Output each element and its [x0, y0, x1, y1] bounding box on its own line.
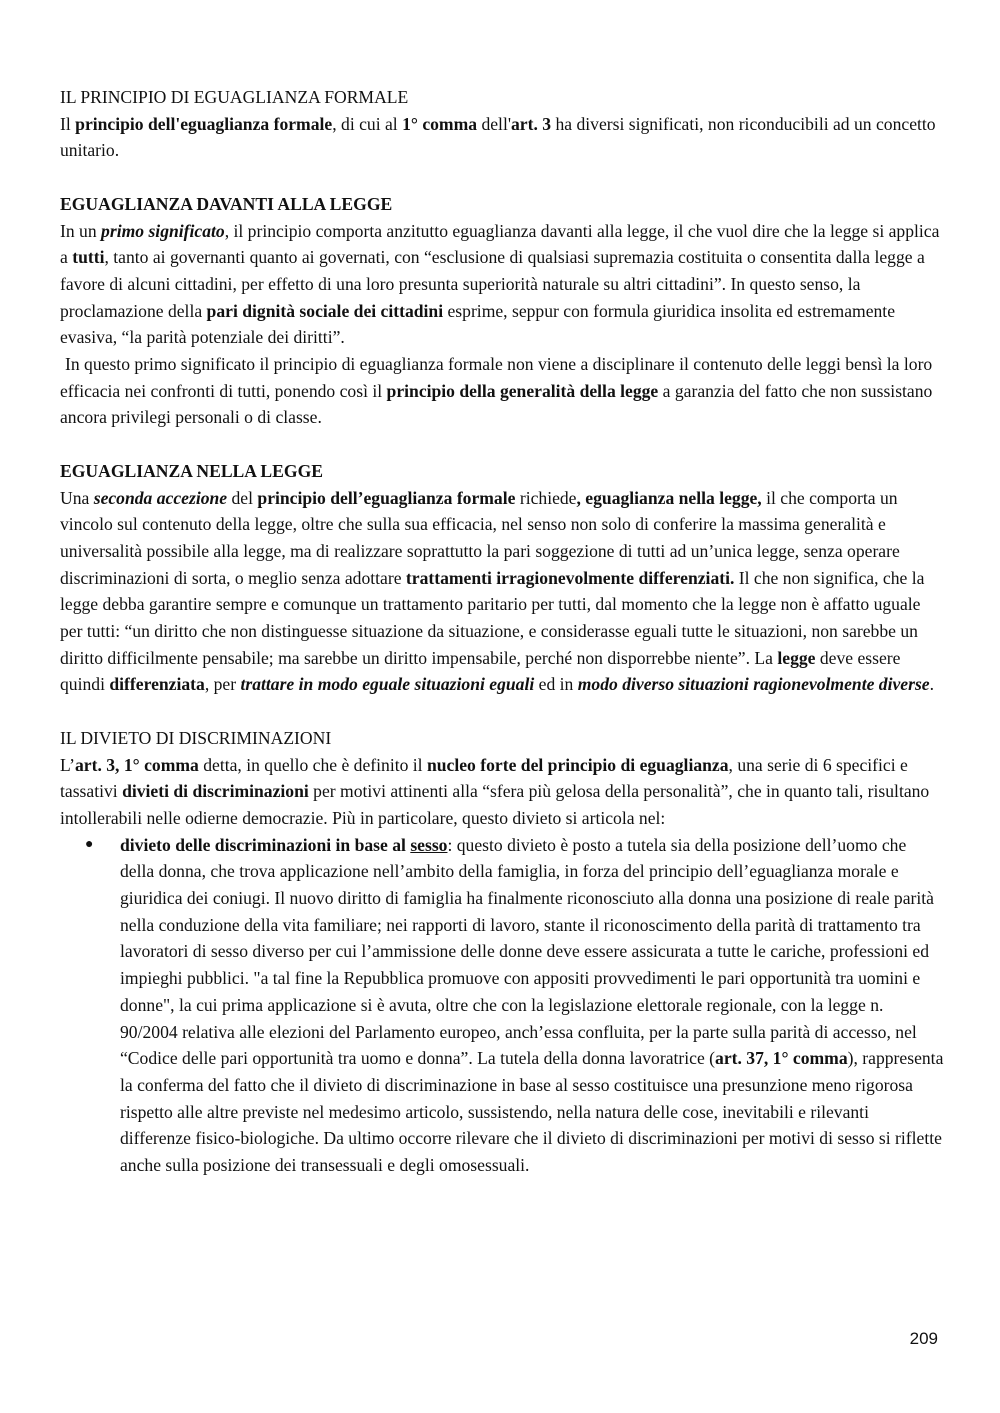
heading-eguaglianza-davanti-legge: EGUAGLIANZA DAVANTI ALLA LEGGE — [60, 193, 393, 214]
paragraph-primo-significato: In un primo significato, il principio comporta anzitutto eguaglianza davanti alla legge, il che vuol dire che la legge si applica a tutti, tanto ai governanti quanto ai governati, con “esclusione di qualsiasi supremazia costituita o consentita dalla legge a favore di alcuni cittadini, per effetto di una loro presunta superiorità naturale su altri cittadini”. In questo senso, la proclamazione della pari dignità sociale dei cittadini esprime, seppur con formula giuridica insolita ed estremamente evasiva, “la parità potenziale dei diritti”. — [60, 220, 940, 348]
document-page — [60, 84, 944, 1179]
paragraph-seconda-accezione: Una seconda accezione del principio dell’eguaglianza formale richiede, eguaglianza nella legge, il che comporta un vincolo sul contenuto della legge, oltre che sulla sua efficacia, nel senso non solo di conferire la massima generalità e universalità possibile alla legge, ma di realizzare soprattutto la pari soggezione di tutti ad un’unica legge, senza operare discriminazioni di sorta, o meglio senza adottare trattamenti irragionevolmente differenziati. Il che non significa, che la legge debba garantire sempre e comunque un trattamento paritario per tutti, dal momento che la legge non è affatto uguale per tutti: “un diritto che non distinguesse situazione da situazione, e considerasse eguali tutte le situazioni, non sarebbe un diritto difficilmente pensabile; ma sarebbe un diritto impensabile, perché non disporrebbe niente”. La legge deve essere quindi differenziata, per trattare in modo eguale situazioni eguali ed in modo diverso situazioni ragionevolmente diverse. — [60, 487, 935, 695]
page-number: 209 — [909, 1329, 938, 1348]
discrimination-list — [60, 832, 944, 1179]
heading-principio-eguaglianza-formale: IL PRINCIPIO DI EGUAGLIANZA FORMALE — [60, 87, 409, 107]
paragraph-intro: Il principio dell'eguaglianza formale, di cui al 1° comma dell'art. 3 ha diversi significati, non riconducibili ad un concetto unitario. — [60, 113, 936, 161]
list-item-divieto-sesso: ● divieto delle discriminazioni in base al sesso: questo divieto è posto a tutela sia della posizione dell’uomo che della donna, che trova applicazione nell’ambito della famiglia, in forza del principio dell’eguaglianza morale e giuridica dei coniugi. Il nuovo diritto di famiglia ha finalmente riconosciuto alla donna una posizione di reale parità nella conduzione della vita familiare; nei rapporti di lavoro, stante il riconoscimento della parità di trattamento tra lavoratori di sesso diverso per cui l’ammissione delle donne deve essere assicurata a tutte le cariche, professioni ed impieghi pubblici. "a tal fine la Repubblica promuove con appositi provvedimenti le pari opportunità tra uomini e donne", la cui prima applicazione si è avuta, oltre che con la legislazione elettorale regionale, con la legge n. 90/2004 relativa alle elezioni del Parlamento europeo, anch’essa confluita, per la parte sulla parità di accesso, nel “Codice delle pari opportunità tra uomo e donna”. La tutela della donna lavoratrice (art. 37, 1° comma), rappresenta la conferma del fatto che il divieto di discriminazione in base al sesso costituisce una presunzione meno rigorosa rispetto alle altre previste nel medesimo articolo, sussistendo, nella natura delle cose, inevitabili e rilevanti differenze fisico-biologiche. Da ultimo occorre rilevare che il divieto di discriminazioni per motivi di sesso si riflette anche sulla posizione dei transessuali e degli omosessuali. — [60, 832, 944, 1179]
bullet-icon: ● — [85, 836, 94, 852]
heading-divieto-discriminazioni: IL DIVIETO DI DISCRIMINAZIONI — [60, 727, 332, 748]
heading-eguaglianza-nella-legge: EGUAGLIANZA NELLA LEGGE — [60, 460, 323, 481]
paragraph-nucleo-forte: L’art. 3, 1° comma detta, in quello che è definito il nucleo forte del principio di eguaglianza, una serie di 6 specifici e tassativi divieti di discriminazioni per motivi attinenti alla “sfera più gelosa della personalità”, che in quanto tali, risultano intollerabili nelle odierne democrazie. Più in particolare, questo divieto si articola nel: — [60, 754, 930, 828]
paragraph-generalita-legge: In questo primo significato il principio di eguaglianza formale non viene a disciplinare il contenuto delle leggi bensì la loro efficacia nei confronti di tutti, ponendo così il principio della generalità della legge a garanzia del fatto che non sussistano ancora privilegi personali o di classe. — [60, 354, 933, 428]
